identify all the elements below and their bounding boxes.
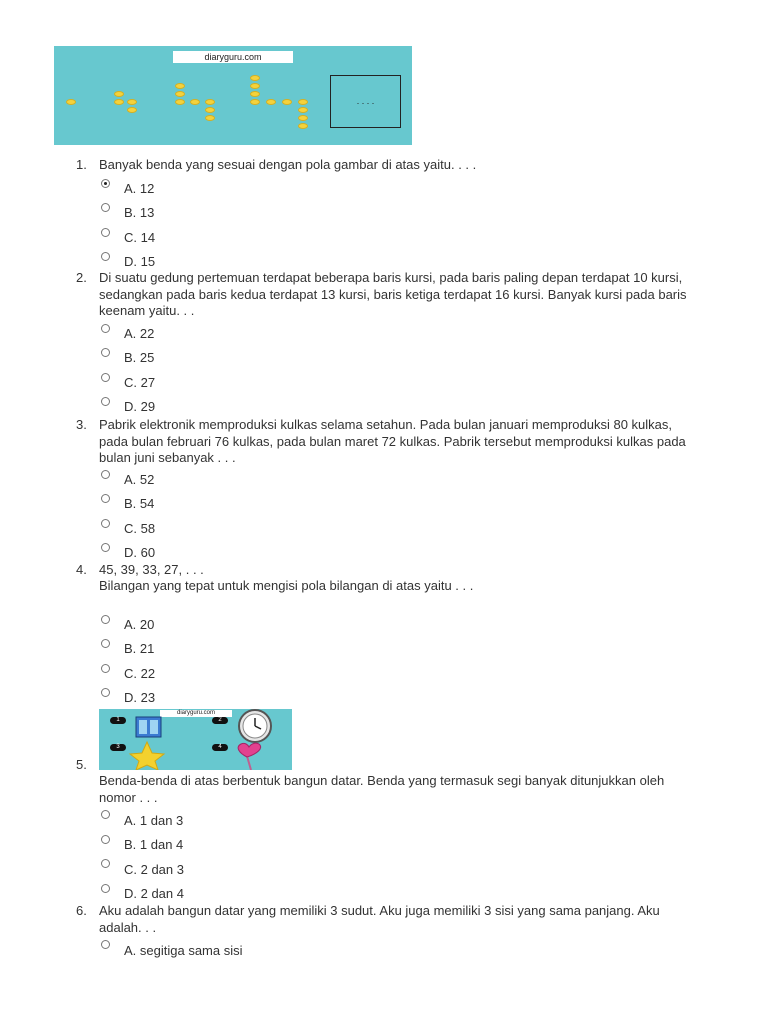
option-label: D. 29	[124, 399, 156, 414]
pattern-dot	[205, 99, 215, 105]
shapes-image	[99, 709, 292, 770]
pattern-dot	[250, 75, 260, 81]
question-text: Pabrik elektronik memproduksi kulkas selama setahun. Pada bulan januari memproduksi 80 kulkas, pada bulan februari 76 kulkas, pada bulan maret 72 kulkas. Pabrik tersebut memproduksi kulkas pada bulan juni sebanyak . . .	[99, 417, 686, 465]
question-text: Banyak benda yang sesuai dengan pola gambar di atas yaitu. . . .	[99, 157, 477, 172]
option-label: B. 1 dan 4	[124, 837, 184, 852]
pattern-dot	[298, 99, 308, 105]
question-subtext: Bilangan yang tepat untuk mengisi pola bilangan di atas yaitu . . .	[99, 578, 474, 593]
option-label: C. 2 dan 3	[124, 862, 184, 877]
option-label: A. 52	[124, 472, 155, 487]
radio-option[interactable]	[101, 494, 110, 503]
pattern-dot	[190, 99, 200, 105]
option-label: A. segitiga sama sisi	[124, 943, 243, 958]
option-label: B. 25	[124, 350, 155, 365]
radio-option[interactable]	[101, 688, 110, 697]
pattern-dot	[250, 83, 260, 89]
shape-number-label: 3	[110, 744, 126, 751]
radio-option[interactable]	[101, 639, 110, 648]
option-label: B. 13	[124, 205, 155, 220]
pattern-dot	[205, 115, 215, 121]
radio-option[interactable]	[101, 397, 110, 406]
question-number: 3.	[76, 417, 87, 432]
option-label: D. 23	[124, 690, 156, 705]
pattern-dot	[127, 107, 137, 113]
question-text: 45, 39, 33, 27, . . .	[99, 562, 204, 577]
option-label: D. 60	[124, 545, 156, 560]
option-label: A. 12	[124, 181, 155, 196]
pattern-dot	[298, 107, 308, 113]
option-label: A. 20	[124, 617, 155, 632]
radio-option[interactable]	[101, 373, 110, 382]
radio-option[interactable]	[101, 203, 110, 212]
watermark-site: diaryguru.com	[173, 51, 293, 63]
answer-placeholder: . . . .	[356, 96, 375, 106]
pattern-dot	[114, 91, 124, 97]
radio-option[interactable]	[101, 519, 110, 528]
radio-option[interactable]	[101, 252, 110, 261]
radio-option[interactable]	[101, 835, 110, 844]
star-icon	[130, 742, 164, 770]
shapes-illustration	[99, 709, 292, 770]
radio-option[interactable]	[101, 884, 110, 893]
question-text: Aku adalah bangun datar yang memiliki 3 sudut. Aku juga memiliki 3 sisi yang sama panjang. Aku adalah. . .	[99, 903, 660, 935]
radio-option[interactable]	[101, 543, 110, 552]
option-label: B. 54	[124, 496, 155, 511]
question-number: 1.	[76, 157, 87, 172]
option-label: C. 58	[124, 521, 156, 536]
radio-option[interactable]	[101, 324, 110, 333]
pattern-dot	[282, 99, 292, 105]
question-text: Benda-benda di atas berbentuk bangun datar. Benda yang termasuk segi banyak ditunjukkan oleh nomor . . .	[99, 773, 665, 805]
pattern-image	[54, 46, 412, 145]
watermark-site: diaryguru.com	[160, 710, 232, 717]
pattern-dot	[298, 123, 308, 129]
shape-number-label: 4	[212, 744, 228, 751]
pattern-dot	[127, 99, 137, 105]
pattern-dot	[175, 91, 185, 97]
option-label: C. 22	[124, 666, 156, 681]
option-label: C. 14	[124, 230, 156, 245]
question-number: 2.	[76, 270, 87, 285]
pattern-dot	[250, 99, 260, 105]
shape-number-label: 2	[212, 717, 228, 724]
question-number: 4.	[76, 562, 87, 577]
question-number: 6.	[76, 903, 87, 918]
radio-option[interactable]	[101, 470, 110, 479]
shape-number-label: 1	[110, 717, 126, 724]
pattern-dot	[266, 99, 276, 105]
radio-option[interactable]	[101, 859, 110, 868]
option-label: B. 21	[124, 641, 155, 656]
pattern-dot	[250, 91, 260, 97]
radio-option[interactable]	[101, 179, 110, 188]
window-icon	[136, 717, 161, 737]
pattern-dot	[66, 99, 76, 105]
option-label: D. 2 dan 4	[124, 886, 184, 901]
answer-box	[330, 75, 401, 128]
radio-option[interactable]	[101, 664, 110, 673]
pattern-dot	[175, 83, 185, 89]
heart-icon	[238, 743, 261, 770]
question-text: Di suatu gedung pertemuan terdapat beberapa baris kursi, pada baris paling depan terdapat 10 kursi, sedangkan pada baris kedua terdapat 13 kursi, baris ketiga terdapat 16 kursi. Banyak kursi pada baris keenam yaitu. . .	[99, 270, 687, 318]
radio-option[interactable]	[101, 810, 110, 819]
pattern-dot	[175, 99, 185, 105]
pattern-dot	[298, 115, 308, 121]
option-label: A. 22	[124, 326, 155, 341]
option-label: D. 15	[124, 254, 156, 269]
radio-option[interactable]	[101, 348, 110, 357]
option-label: C. 27	[124, 375, 156, 390]
pattern-dot	[114, 99, 124, 105]
question-number: 5.	[76, 757, 87, 772]
clock-icon	[239, 710, 271, 742]
radio-option[interactable]	[101, 228, 110, 237]
option-label: A. 1 dan 3	[124, 813, 184, 828]
radio-option[interactable]	[101, 940, 110, 949]
radio-option[interactable]	[101, 615, 110, 624]
pattern-dot	[205, 107, 215, 113]
